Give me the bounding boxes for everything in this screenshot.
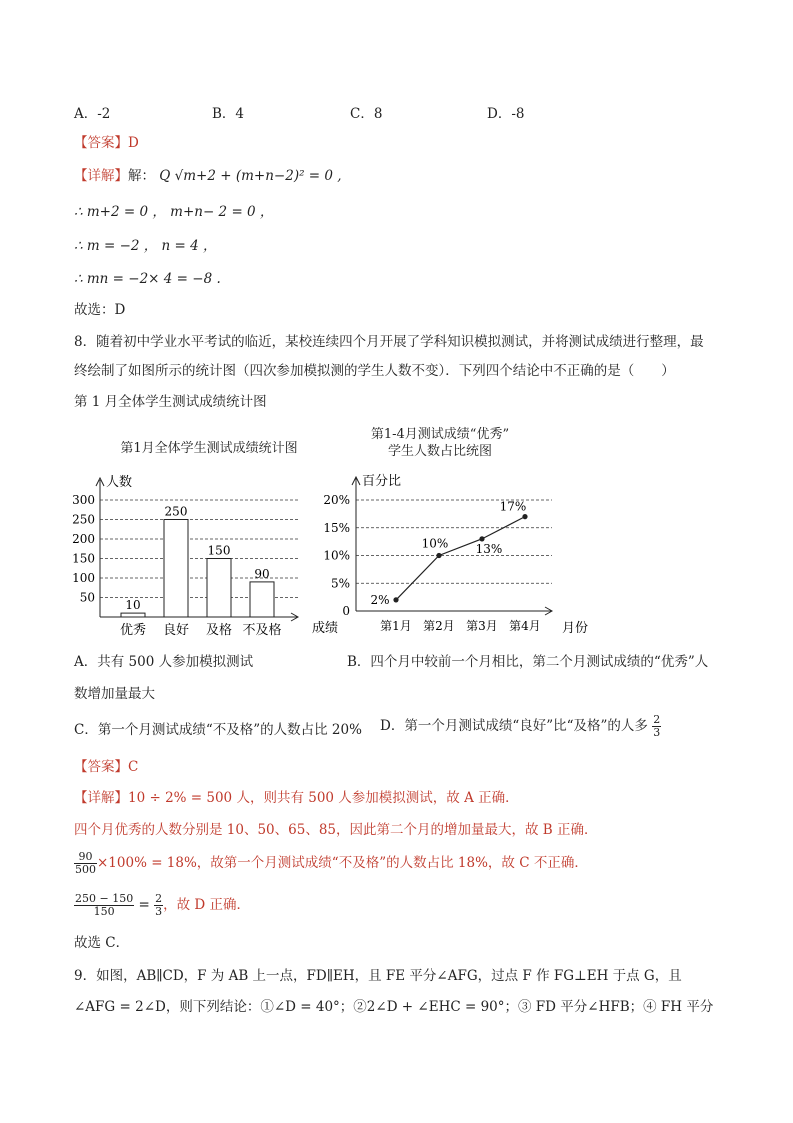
q8-option-b-line1: B．四个月中较前一个月相比，第二个月测试成绩的“优秀”人	[347, 654, 709, 670]
q7-option-c: C．8	[350, 106, 383, 122]
q8-detail-line2: 四个月优秀的人数分别是 10、50、65、85，因此第二个月的增加量最大，故 B 正确．	[74, 822, 598, 838]
bar-y-tick-label: 200	[72, 532, 95, 546]
bar-category-label: 优秀	[119, 623, 147, 638]
q8-detail-line4: $\frac{250 - 150}{150}$ = $\frac{2}{3}$ ，故 D 正确．	[75, 892, 251, 918]
line-y-tick-label: 5%	[330, 576, 350, 591]
bar	[250, 582, 274, 617]
line-category-label: 第3月	[466, 619, 498, 633]
q8-option-d-fraction: $\frac{2}{3}$	[653, 713, 661, 739]
q8-option-c: C．第一个月测试成绩“不及格”的人数占比 20%	[74, 722, 362, 738]
line-chart-title-2: 学生人数占比统图	[387, 444, 492, 459]
bar-y-tick-label: 100	[72, 571, 95, 585]
bar-chart-title: 第1月全体学生测试成绩统计图	[120, 441, 298, 456]
q8-answer: 【答案】C	[74, 759, 139, 775]
q8-choice: 故选 C．	[74, 935, 130, 951]
bar	[164, 520, 188, 618]
q8-detail-line3: $\frac{90}{500}$ ×100% = 18%，故第一个月测试成绩“不及格”的人数占比 18%，故 C 不正确．	[75, 850, 588, 876]
bar-category-label: 良好	[162, 623, 190, 638]
q7-answer-value: D	[128, 135, 139, 151]
line-category-label: 第1月	[380, 619, 412, 633]
q8-option-a: A．共有 500 人参加模拟测试	[74, 654, 254, 670]
line-category-label: 第2月	[423, 619, 455, 633]
q8-option-d: D．第一个月测试成绩“良好”比“及格”的人多 $\frac{2}{3}$	[380, 713, 661, 739]
bar-category-label: 及格	[205, 623, 233, 638]
q7-option-b: B．4	[212, 106, 245, 122]
line-series	[396, 517, 525, 600]
line-point	[436, 553, 441, 558]
line-point	[479, 536, 484, 541]
q8-caption: 第 1 月全体学生测试成绩统计图	[74, 394, 267, 410]
bar-chart	[60, 470, 339, 640]
line-chart-title-1: 第1-4月测试成绩“优秀”	[370, 427, 510, 442]
q7-equation-3: ∴ m = −2 ， n = 4 ，	[74, 238, 217, 254]
line-y-tick-label: 10%	[323, 548, 350, 563]
line-point	[393, 597, 398, 602]
line-value-label: 13%	[475, 541, 503, 556]
line-value-label: 10%	[421, 536, 449, 551]
q9-line2: ∠AFG = 2∠D，则下列结论：①∠D = 40°；②2∠D + ∠EHC = 90°；③ FD 平分∠HFB；④ FH 平分	[74, 999, 714, 1015]
bar-value-label: 150	[207, 543, 231, 558]
q7-detail: 【详解】解： Q √m+2 + (m+n−2)² = 0 ,	[74, 168, 342, 184]
q9-line1: 9．如图，AB∥CD，F 为 AB 上一点，FD∥EH，且 FE 平分∠AFG，过点 F 作 FG⊥EH 于点 G，且	[74, 968, 682, 984]
bar-value-label: 90	[254, 566, 270, 581]
line-y-tick-label: 20%	[323, 493, 350, 507]
q8-answer-value: C	[128, 759, 139, 775]
line-y-tick-label: 15%	[323, 520, 350, 535]
line-value-label: 17%	[499, 499, 527, 514]
q8-text-line1: 8．随着初中学业水平考试的临近，某校连续四个月开展了学科知识模拟测试，并将测试成绩进行整理，最	[74, 334, 704, 350]
q7-equation-1: Q √m+2 + (m+n−2)² = 0 ,	[159, 168, 342, 184]
line-y-label: 百分比	[362, 474, 402, 489]
bar-value-label: 250	[164, 504, 188, 519]
line-category-label: 第4月	[509, 619, 541, 633]
bar-y-tick-label: 50	[79, 590, 95, 605]
q7-equation-4: ∴ mn = −2× 4 = −8 .	[74, 271, 221, 287]
line-chart	[320, 470, 600, 640]
bar-x-label: 成绩	[312, 621, 339, 636]
bar-y-label: 人数	[106, 475, 133, 490]
bar-y-tick-label: 300	[72, 493, 95, 507]
bar	[121, 613, 145, 617]
bar	[207, 559, 231, 618]
q7-option-a: A．-2	[74, 106, 111, 122]
bar-category-label: 不及格	[242, 623, 282, 638]
q7-equation-2: ∴ m+2 = 0 ， m+n− 2 = 0 ，	[74, 204, 274, 220]
q7-choice: 故选：D	[74, 302, 126, 318]
line-value-label: 2%	[370, 592, 390, 607]
bar-y-tick-label: 150	[72, 551, 95, 566]
q8-detail-line1: 【详解】10 ÷ 2% = 500 人，则共有 500 人参加模拟测试，故 A 正确．	[74, 790, 519, 806]
line-y-tick-label: 0	[342, 604, 350, 618]
q7-answer: 【答案】D	[74, 135, 139, 151]
q8-option-b-line2: 数增加量最大	[74, 686, 155, 702]
q7-option-d: D．-8	[487, 106, 525, 122]
q8-text-line2: 终绘制了如图所示的统计图（四次参加模拟测的学生人数不变）．下列四个结论中不正确的是（ ）	[74, 363, 675, 379]
line-point	[522, 514, 527, 519]
line-x-label: 月份	[562, 621, 589, 636]
bar-y-tick-label: 250	[72, 512, 95, 527]
bar-value-label: 10	[125, 598, 141, 613]
